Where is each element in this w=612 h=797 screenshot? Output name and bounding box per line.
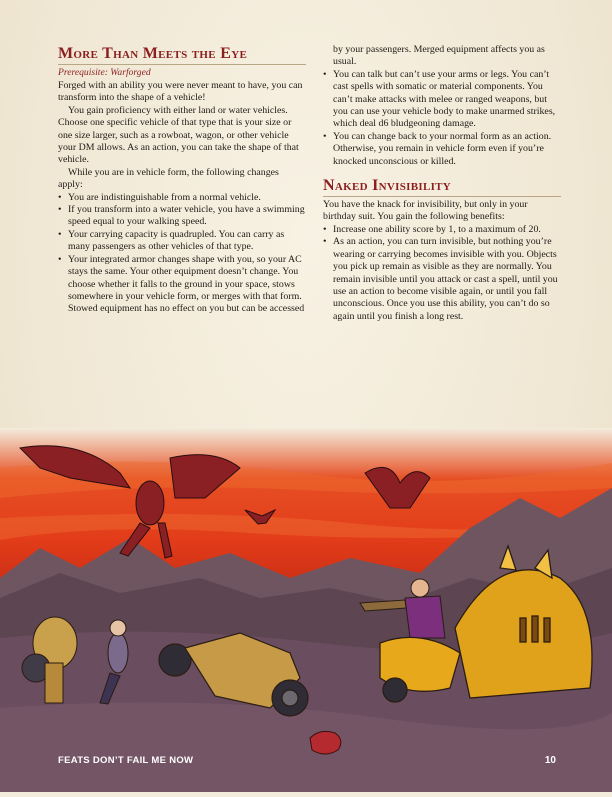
list-item: • You can talk but can’t use your arms or legs. You can’t cast spells with somatic or material components. You can’t make attacks with melee or ranged weapons, but you can use your vehicle body to make unarmed strikes, which deal d6 bludgeoning damage. xyxy=(323,69,561,131)
list-item-continued: by your passengers. Merged equipment affects you as usual. xyxy=(333,44,545,68)
feat-paragraph: While you are in vehicle form, the following changes apply: xyxy=(58,166,279,191)
feat-paragraph: You have the knack for invisibility, but only in your birthday suit. You gain the following benefits: xyxy=(323,199,528,223)
feat-title-naked-invisibility: Naked Invisibility xyxy=(323,177,452,195)
feat-prerequisite: Prerequisite: Warforged xyxy=(58,67,151,78)
list-item: • Your integrated armor changes shape with you, so your AC stays the same. Your other equipment doesn’t change. You choose whether it falls to the ground in your space, stows somewhere in your vehicle form, or merges with that form. Stowed equipment has no effect on you but can be accessed xyxy=(58,254,306,316)
heading-rule xyxy=(58,64,306,65)
footer-title: FEATS DON’T FAIL ME NOW xyxy=(58,755,194,766)
right-column xyxy=(323,44,561,323)
heading-rule xyxy=(323,196,561,197)
feat-bullet-list xyxy=(323,224,561,323)
list-item: • As an action, you can turn invisible, but nothing you’re wearing or carrying becomes invisible with you. Objects you pick up remain as visible as they are normally. You remain invisible until you attack or cast a spell, until you use an action to become visible again, or until you fall unconscious. Once you use this ability, you can’t do so again until you finish a long rest. xyxy=(323,236,561,323)
feat-bullet-list xyxy=(58,192,306,316)
left-column xyxy=(58,44,306,316)
list-item: • You can change back to your normal form as an action. Otherwise, you remain in vehicle form even if you’re knocked unconscious or killed. xyxy=(323,131,561,168)
illustration-svg xyxy=(0,428,612,792)
feat-title-more-than-meets-the-eye: More Than Meets the Eye xyxy=(58,45,248,62)
feat-paragraph: You gain proficiency with either land or water vehicles. Choose one specific vehicle of that type that is your size or one size larger, such as a rowboat, wagon, or other vehicle your DM allows. As an action, you can take the shape of that vehicle. xyxy=(58,104,299,166)
list-item: • You are indistinguishable from a normal vehicle. xyxy=(58,192,306,204)
list-item: • If you transform into a water vehicle, you have a swimming speed equal to your walking speed. xyxy=(58,204,306,229)
list-item: • Increase one ability score by 1, to a maximum of 20. xyxy=(323,224,561,236)
page-number: 10 xyxy=(544,755,556,766)
feat-paragraph: Forged with an ability you were never meant to have, you can transform into the shape of a vehicle! xyxy=(58,80,303,104)
list-item: • Your carrying capacity is quadrupled. You can carry as many passengers as other vehicles of that type. xyxy=(58,229,306,254)
feat-bullet-list-continued xyxy=(323,44,561,168)
battle-illustration xyxy=(0,428,612,792)
